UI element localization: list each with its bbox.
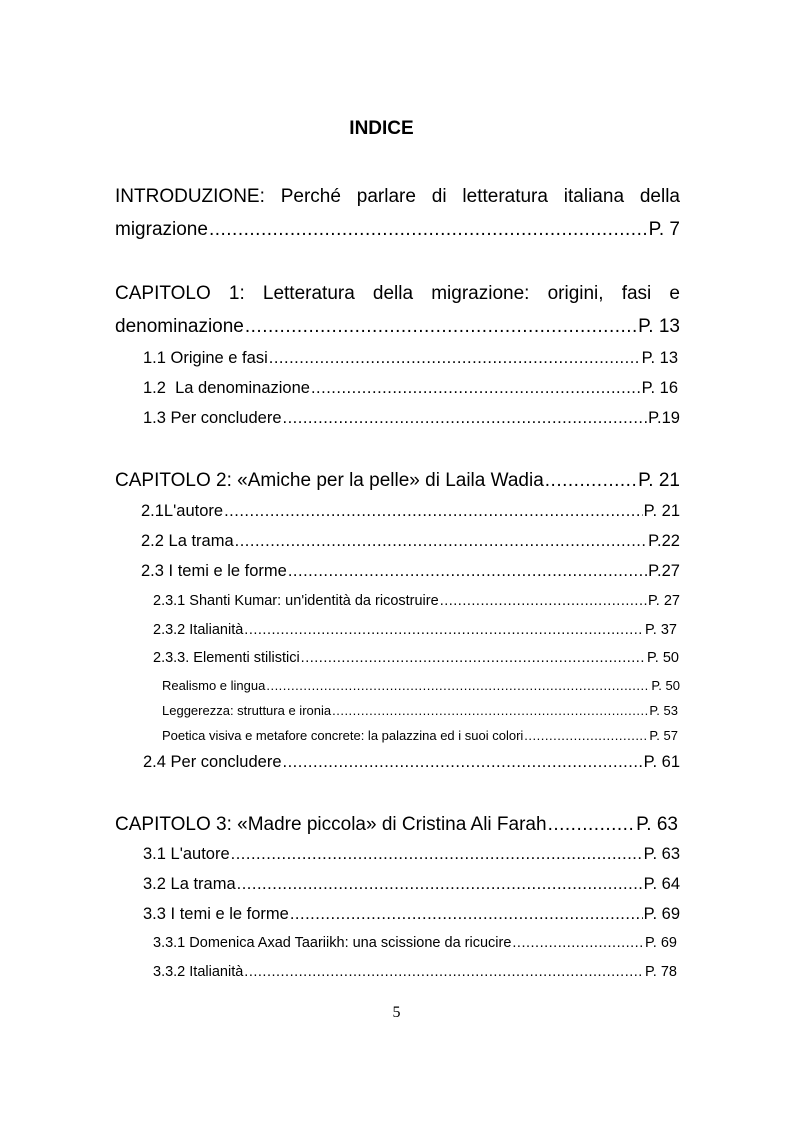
- toc-entry-label: 2.3.3. Elementi stilistici: [153, 650, 300, 666]
- toc-entry-page: P. 13: [638, 316, 680, 337]
- toc-entry-page: P. 63: [636, 814, 678, 835]
- toc-entry-label: Poetica visiva e metafore concrete: la palazzina ed i suoi colori: [162, 728, 524, 743]
- toc-entry-page: P. 21: [643, 502, 680, 520]
- toc-entry-3-2: [143, 875, 680, 894]
- toc-entry-page: P. 50: [647, 650, 679, 666]
- toc-entry-2-3-2: [153, 622, 677, 638]
- toc-entry-label: 3.1 L'autore: [143, 845, 230, 863]
- toc-chapter1-line1: CAPITOLO 1: Letteratura della migrazione: origini, fasi e: [115, 283, 680, 304]
- toc-entry-page: P. 21: [638, 470, 680, 491]
- dot-leader: [266, 678, 650, 693]
- dot-leader: [269, 349, 641, 368]
- toc-entry-1-1: [143, 349, 678, 368]
- toc-entry-2-3-3: [153, 650, 679, 666]
- dot-leader: [311, 379, 641, 398]
- toc-entry-label: CAPITOLO 2: «Amiche per la pelle» di Laila Wadia: [115, 470, 544, 491]
- toc-entry-2-4: [143, 753, 680, 772]
- dot-leader: [231, 845, 643, 864]
- toc-entry-page: P. 27: [648, 593, 680, 609]
- dot-leader: [545, 470, 637, 492]
- toc-entry-1-3: [143, 409, 680, 428]
- toc-entry-label: denominazione: [115, 316, 244, 337]
- toc-entry-page: P. 64: [643, 875, 680, 893]
- toc-entry-page: P. 7: [648, 219, 680, 240]
- toc-entry-page: P. 69: [643, 905, 680, 923]
- toc-entry-3-3-1: [153, 935, 677, 951]
- toc-entry-2-2: [141, 532, 680, 551]
- toc-entry-page: P. 13: [641, 349, 678, 367]
- dot-leader: [209, 219, 648, 241]
- dot-leader: [440, 593, 647, 609]
- toc-entry-page: P. 37: [645, 622, 677, 638]
- toc-entry-label: 1.3 Per concludere: [143, 409, 282, 427]
- toc-entry-2-1: [141, 502, 680, 521]
- dot-leader: [290, 905, 643, 924]
- toc-entry-chapter1: [115, 316, 680, 338]
- toc-entry-3-1: [143, 845, 680, 864]
- toc-entry-page: P.27: [648, 562, 680, 580]
- dot-leader: [524, 728, 648, 743]
- dot-leader: [245, 316, 637, 338]
- dot-leader: [301, 650, 646, 666]
- dot-leader: [244, 622, 644, 638]
- toc-entry-label: 2.3 I temi e le forme: [141, 562, 287, 580]
- toc-entry-page: P. 61: [643, 753, 680, 771]
- toc-entry-1-2: [143, 379, 678, 398]
- dot-leader: [288, 562, 647, 581]
- toc-entry-chapter3: [115, 814, 678, 836]
- toc-entry-realismo: [162, 678, 680, 693]
- toc-entry-page: P. 78: [645, 964, 677, 980]
- toc-entry-page: P. 63: [643, 845, 680, 863]
- page-title: INDICE: [349, 118, 414, 139]
- toc-entry-label: 1.1 Origine e fasi: [143, 349, 268, 367]
- toc-entry-page: P.19: [648, 409, 680, 427]
- toc-entry-label: migrazione: [115, 219, 208, 240]
- toc-entry-chapter2: [115, 470, 680, 492]
- toc-entry-label: 2.1L'autore: [141, 502, 224, 520]
- toc-entry-label: 2.4 Per concludere: [143, 753, 282, 771]
- toc-entry-label: 2.2 La trama: [141, 532, 234, 550]
- toc-entry-page: P. 53: [649, 703, 678, 718]
- dot-leader: [283, 409, 648, 428]
- toc-entry-leggerezza: [162, 703, 678, 718]
- toc-entry-page: P. 16: [641, 379, 678, 397]
- dot-leader: [332, 703, 648, 718]
- toc-entry-2-3: [141, 562, 680, 581]
- toc-entry-label: 1.2 La denominazione: [143, 379, 310, 397]
- toc-entry-label: Realismo e lingua: [162, 678, 266, 693]
- toc-entry-poetica: [162, 728, 678, 743]
- toc-entry-label: Leggerezza: struttura e ironia: [162, 703, 332, 718]
- toc-entry-label: 3.3.2 Italianità: [153, 964, 244, 980]
- toc-entry-label: CAPITOLO 3: «Madre piccola» di Cristina Ali Farah: [115, 814, 547, 835]
- dot-leader: [237, 875, 643, 894]
- toc-entry-page: P.22: [648, 532, 680, 550]
- toc-entry-2-3-1: [153, 593, 680, 609]
- toc-entry-label: 2.3.2 Italianità: [153, 622, 244, 638]
- toc-entry-intro: [115, 219, 680, 241]
- toc-entry-label: 3.2 La trama: [143, 875, 236, 893]
- toc-entry-label: 3.3 I temi e le forme: [143, 905, 289, 923]
- dot-leader: [548, 814, 636, 836]
- dot-leader: [244, 964, 644, 980]
- toc-entry-3-3-2: [153, 964, 677, 980]
- dot-leader: [283, 753, 643, 772]
- toc-entry-page: P. 57: [649, 728, 678, 743]
- dot-leader: [224, 502, 643, 521]
- dot-leader: [512, 935, 644, 951]
- dot-leader: [235, 532, 648, 551]
- toc-entry-label: 3.3.1 Domenica Axad Taariikh: una scissione da ricucire: [153, 935, 512, 951]
- toc-entry-3-3: [143, 905, 680, 924]
- page-number: 5: [392, 1004, 401, 1021]
- toc-entry-page: P. 50: [651, 678, 680, 693]
- toc-entry-label: 2.3.1 Shanti Kumar: un'identità da ricostruire: [153, 593, 439, 609]
- toc-intro-line1: INTRODUZIONE: Perché parlare di letteratura italiana della: [115, 186, 680, 207]
- toc-entry-page: P. 69: [645, 935, 677, 951]
